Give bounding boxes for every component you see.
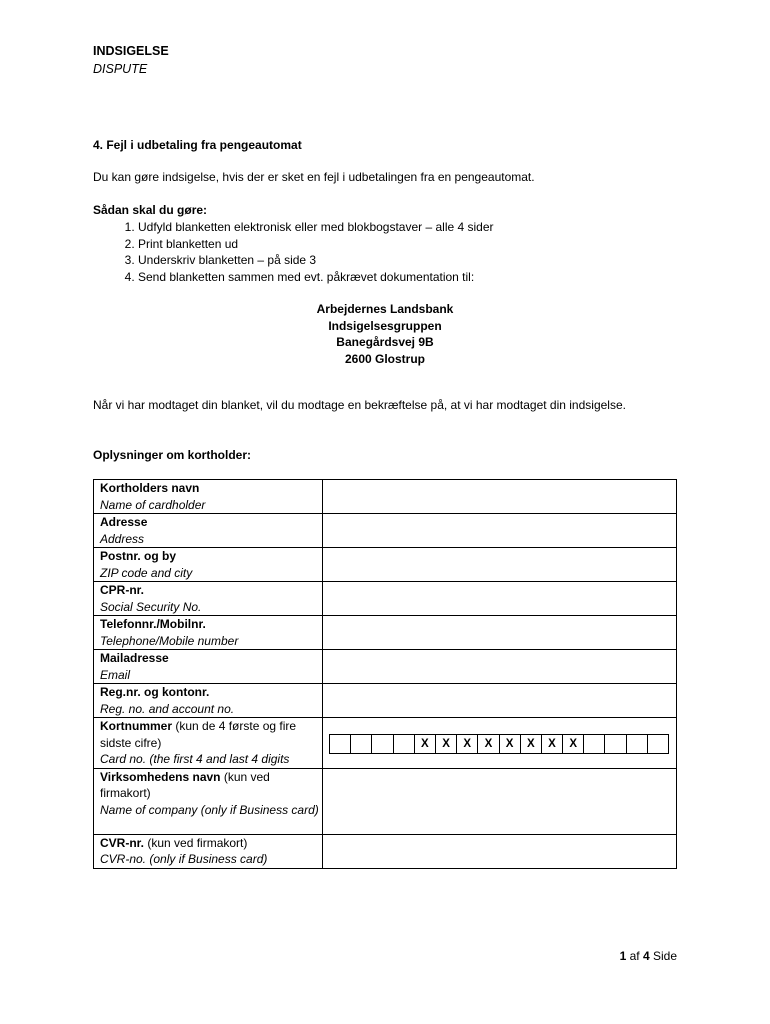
cardholder-section-title: Oplysninger om kortholder: (93, 448, 252, 462)
section-title: 4. Fejl i udbetaling fra pengeautomat (93, 138, 302, 152)
form-row (94, 514, 677, 548)
form-row (94, 684, 677, 718)
intro-text: Du kan gøre indsigelse, hvis der er sket en fejl i udbetalingen fra en pengeautomat. (93, 170, 535, 184)
card-digit-box: X (415, 735, 436, 753)
zip-city-field[interactable] (323, 548, 677, 582)
address-field[interactable] (323, 514, 677, 548)
phone-field[interactable] (323, 616, 677, 650)
form-row (94, 582, 677, 616)
card-digit-box[interactable] (351, 735, 372, 753)
cardholder-name-field[interactable] (323, 480, 677, 514)
address-line: Arbejdernes Landsbank (316, 302, 454, 316)
form-row (94, 768, 677, 834)
field-label: Telefonnr./Mobilnr. Telephone/Mobile number (94, 616, 323, 650)
card-digit-box[interactable] (372, 735, 393, 753)
form-row (94, 616, 677, 650)
company-name-field[interactable] (323, 768, 677, 834)
step-item: 3. Underskriv blanketten – på side 3 (138, 252, 494, 269)
address-line: Banegårdsvej 9B (336, 335, 434, 349)
card-digit-box: X (521, 735, 542, 753)
card-digit-box[interactable] (605, 735, 626, 753)
step-item: 1. Udfyld blanketten elektronisk eller med blokbogstaver – alle 4 sider (138, 219, 494, 236)
account-number-field[interactable] (323, 684, 677, 718)
card-digit-box[interactable] (584, 735, 605, 753)
step-item: 2. Print blanketten ud (138, 236, 494, 253)
card-number-cell (323, 718, 677, 769)
card-digit-box: X (478, 735, 499, 753)
field-label: CPR-nr. Social Security No. (94, 582, 323, 616)
field-label: Adresse Address (94, 514, 323, 548)
steps-list (93, 219, 494, 285)
howto-title: Sådan skal du gøre: (93, 203, 208, 217)
cvr-field[interactable] (323, 834, 677, 868)
confirmation-text: Når vi har modtaget din blanket, vil du modtage en bekræftelse på, at vi har modtaget din indsigelse. (93, 398, 626, 412)
field-label: CVR-nr. (kun ved firmakort) CVR-no. (only if Business card) (94, 834, 323, 868)
form-row (94, 480, 677, 514)
mailing-address (93, 301, 677, 367)
card-digit-box: X (457, 735, 478, 753)
card-digit-box[interactable] (648, 735, 668, 753)
card-digit-box: X (436, 735, 457, 753)
field-label: Reg.nr. og kontonr. Reg. no. and account no. (94, 684, 323, 718)
address-line: Indsigelsesgruppen (328, 318, 442, 333)
form-row (94, 548, 677, 582)
form-row (94, 834, 677, 868)
card-digit-box[interactable] (330, 735, 351, 753)
page-number: 1 af 4 Side (619, 949, 677, 963)
card-digit-box: X (563, 735, 584, 753)
form-row (94, 650, 677, 684)
field-label: Mailadresse Email (94, 650, 323, 684)
cardholder-form-table (93, 479, 677, 869)
document-subtitle: DISPUTE (93, 62, 148, 76)
field-label: Kortholders navn Name of cardholder (94, 480, 323, 514)
field-label: Virksomhedens navn (kun ved firmakort) Name of company (only if Business card) (94, 768, 323, 834)
card-digit-box: X (500, 735, 521, 753)
cpr-field[interactable] (323, 582, 677, 616)
email-field[interactable] (323, 650, 677, 684)
address-line: 2600 Glostrup (344, 351, 426, 366)
card-digit-box[interactable] (394, 735, 415, 753)
field-label: Postnr. og by ZIP code and city (94, 548, 323, 582)
step-item: 4. Send blanketten sammen med evt. påkrævet dokumentation til: (138, 269, 494, 286)
card-number-digits (329, 734, 669, 754)
form-row (94, 718, 677, 769)
card-digit-box[interactable] (627, 735, 648, 753)
document-title: INDSIGELSE (93, 44, 169, 58)
card-digit-box: X (542, 735, 563, 753)
field-label: Kortnummer (kun de 4 første og fire sidste cifre) Card no. (the first 4 and last 4 digits (94, 718, 323, 769)
